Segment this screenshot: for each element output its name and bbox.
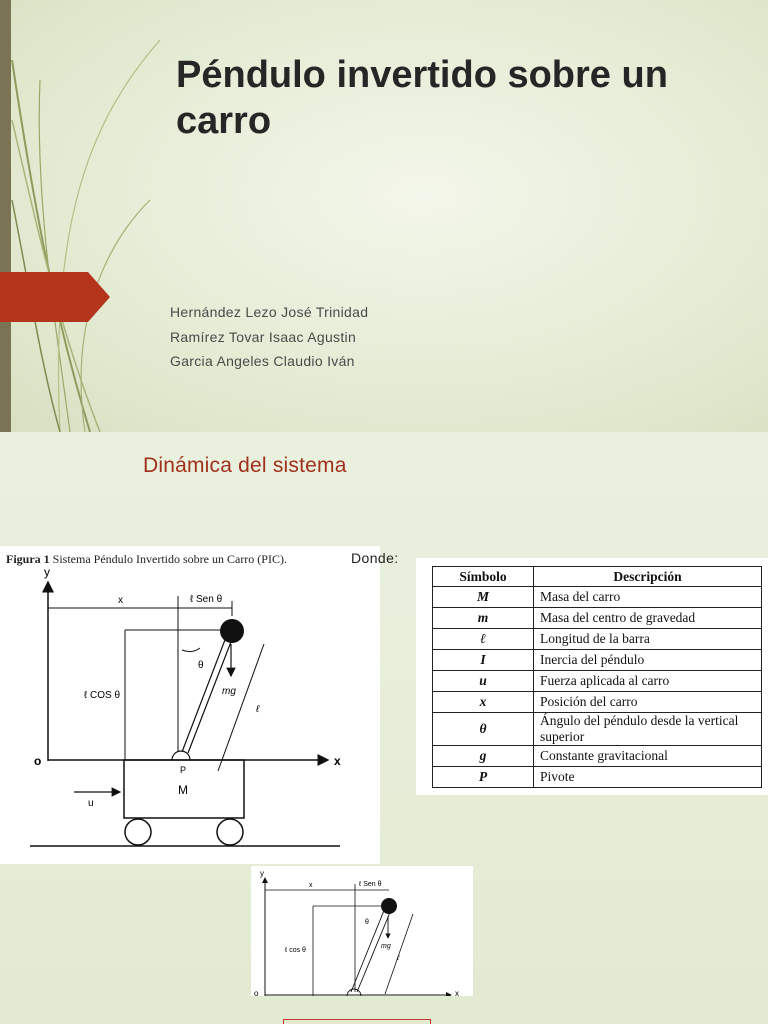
symbol-table-panel [416,558,768,795]
label-x-dim: x [118,595,123,606]
fig2-label-theta: θ [365,919,369,926]
table-row [433,650,762,671]
table-cell-symbol: ℓ [433,629,534,650]
label-pivot: P [180,765,187,775]
table-cell-symbol: x [433,692,534,713]
table-cell-description: Fuerza aplicada al carro [534,671,762,692]
title-slide [0,0,768,432]
label-y: y [44,565,50,579]
table-cell-description: Masa del carro [534,587,762,608]
fig2-label-l-cos-theta: ℓ cos θ [285,947,306,954]
highlight-box [283,1019,431,1024]
figure-caption-text: Sistema Péndulo Invertido sobre un Carro (PIC). [49,552,287,566]
section-title: Dinámica del sistema [143,454,347,477]
table-header-symbol: Símbolo [433,567,534,587]
table-row [433,692,762,713]
table-cell-description: Ángulo del péndulo desde la vertical superior [534,713,762,746]
author-3: Garcia Angeles Claudio Iván [170,353,355,369]
figure-panel [0,546,380,864]
table-row [433,629,762,650]
label-l-cos-theta: ℓ COS θ [84,690,121,701]
fig2-label-y: y [260,869,264,878]
table-row [433,746,762,767]
fig2-label-x-dim: x [309,882,313,889]
label-origin: o [34,754,42,768]
donde-label: Donde: [351,550,399,566]
table-cell-description: Pivote [534,767,762,788]
fig2-label-l-sen-theta: ℓ Sen θ [359,881,382,888]
table-row [433,671,762,692]
label-x-axis: x [334,754,341,768]
table-cell-symbol: g [433,746,534,767]
label-u: u [88,798,94,809]
table-header-description: Descripción [534,567,762,587]
label-l-sen-theta: ℓ Sen θ [190,594,223,605]
symbol-table [432,566,762,788]
table-cell-description: Longitud de la barra [534,629,762,650]
table-cell-symbol: u [433,671,534,692]
author-list [170,300,368,374]
table-cell-symbol: P [433,767,534,788]
accent-arrow-tag [0,272,110,322]
label-mg: mg [222,686,236,697]
table-row [433,713,762,746]
dynamics-slide [0,432,768,1024]
table-cell-symbol: θ [433,713,534,746]
slide-title: Péndulo invertido sobre un carro [176,54,668,142]
author-1: Hernández Lezo José Trinidad [170,304,369,320]
table-cell-symbol: m [433,608,534,629]
fig2-label-l: ℓ [397,955,400,962]
table-cell-description: Inercia del péndulo [534,650,762,671]
figure2-panel [251,866,473,996]
pendulum-diagram [0,546,380,864]
table-cell-description: Masa del centro de gravedad [534,608,762,629]
table-cell-symbol: I [433,650,534,671]
label-cart-mass: M [178,783,188,797]
table-row [433,608,762,629]
table-row [433,767,762,788]
author-2: Ramírez Tovar Isaac Agustin [170,328,357,345]
label-l: ℓ [256,704,260,715]
pendulum-diagram-small [251,866,473,996]
fig2-label-origin: o [254,989,259,996]
table-cell-symbol: M [433,587,534,608]
table-cell-description: Constante gravitacional [534,746,762,767]
table-row [433,587,762,608]
table-cell-description: Posición del carro [534,692,762,713]
label-theta: θ [198,660,204,671]
fig2-label-x-axis: x [455,989,459,996]
fig2-label-mg: mg [381,943,391,950]
figure-caption-number: Figura 1 [6,552,50,566]
